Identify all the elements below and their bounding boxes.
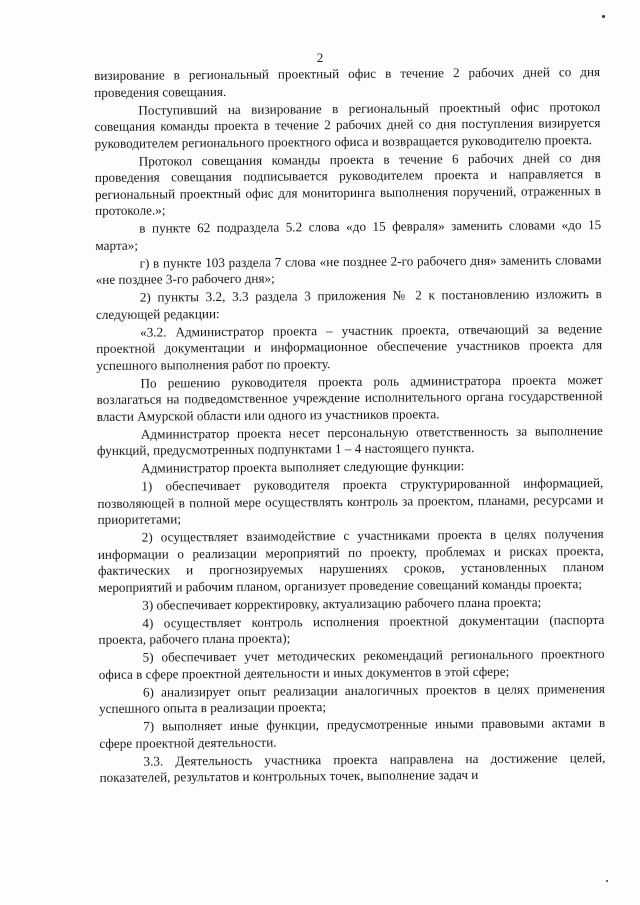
paragraph-14: 4) осуществляет контроль исполнения проектной документации (паспорта проекта, рабочего плана проекта); bbox=[98, 611, 605, 647]
document-body bbox=[94, 64, 606, 788]
scan-speck bbox=[602, 15, 605, 18]
paragraph-11: 1) обеспечивает руководителя проекта структурированной информацией, позволяющей в полной мере осуществлять контроль за проектом, планами, ресурсами и приоритетами; bbox=[97, 475, 604, 527]
paragraph-6: 2) пункты 3.2, 3.3 раздела 3 приложения № 2 к постановлению изложить в следующей редакции: bbox=[95, 286, 602, 322]
paragraph-8: По решению руководителя проекта роль администратора проекта может возлагаться на подведомственное учреждение исполнительного органа государственной власти Амурской области или одного из участников проекта. bbox=[96, 371, 603, 424]
paragraph-9: Администратор проекта несет персональную ответственность за выполнение функций, предусмотренных подпунктами 1 – 4 настоящего пункта. bbox=[96, 422, 603, 458]
page-number: 2 bbox=[316, 50, 324, 65]
paragraph-16: 6) анализирует опыт реализации аналогичных проектов в целях применения успешного опыта в реализации проекта; bbox=[98, 680, 605, 716]
paragraph-3: Протокол совещания команды проекта в течение 6 рабочих дней со дня проведения совещания подписывается руководителем проекта и направляется в региональный проектный офис для мониторинга выполнения поручений, отраженных в протоколе.»; bbox=[94, 149, 602, 218]
paragraph-18: 3.3. Деятельность участника проекта направлена на достижение целей, показателей, результатов и контрольных точек, выполнение задач и bbox=[99, 749, 606, 785]
paragraph-5: г) в пункте 103 раздела 7 слова «не позднее 2-го рабочего дня» заменить словами «не позднее 3-го рабочего дня»; bbox=[95, 251, 602, 287]
paragraph-12: 2) осуществляет взаимодействие с участниками проекта в целях получения информации о реализации мероприятий по проекту, проблемах и рисках проекта, фактических и прогнозируемых нарушениях сроков, установленных планом мероприятий и рабочим планом, организует проведение совещаний команды проекта; bbox=[97, 526, 604, 595]
paragraph-7: «3.2. Администратор проекта – участник проекта, отвечающий за ведение проектной документации и информационное обеспечение участников проекта для успешного выполнения работ по проекту. bbox=[96, 320, 603, 373]
paragraph-10: Администратор проекта выполняет следующие функции: bbox=[141, 458, 465, 476]
paragraph-1: визирование в региональный проектный офис в течение 2 рабочих дней со дня проведения совещания. bbox=[94, 64, 601, 100]
paragraph-15: 5) обеспечивает учет методических рекомендаций регионального проектного офиса в сфере проектной деятельности и иных документов в этой сфере; bbox=[98, 646, 605, 682]
paragraph-2: Поступивший на визирование в региональный проектный офис протокол совещания команды проекта в течение 2 рабочих дней со дня поступления визируется руководителем регионального проектного офиса и возвращается руководителю проекта. bbox=[94, 98, 601, 151]
paragraph-4: в пункте 62 подраздела 5.2 слова «до 15 февраля» заменить словами «до 15 марта»; bbox=[95, 217, 602, 253]
paragraph-17: 7) выполняет иные функции, предусмотренные иными правовыми актами в сфере проектной деятельности. bbox=[99, 715, 606, 751]
paragraph-13: 3) обеспечивает корректировку, актуализацию рабочего плана проекта; bbox=[142, 594, 542, 613]
scan-speck bbox=[606, 880, 608, 882]
